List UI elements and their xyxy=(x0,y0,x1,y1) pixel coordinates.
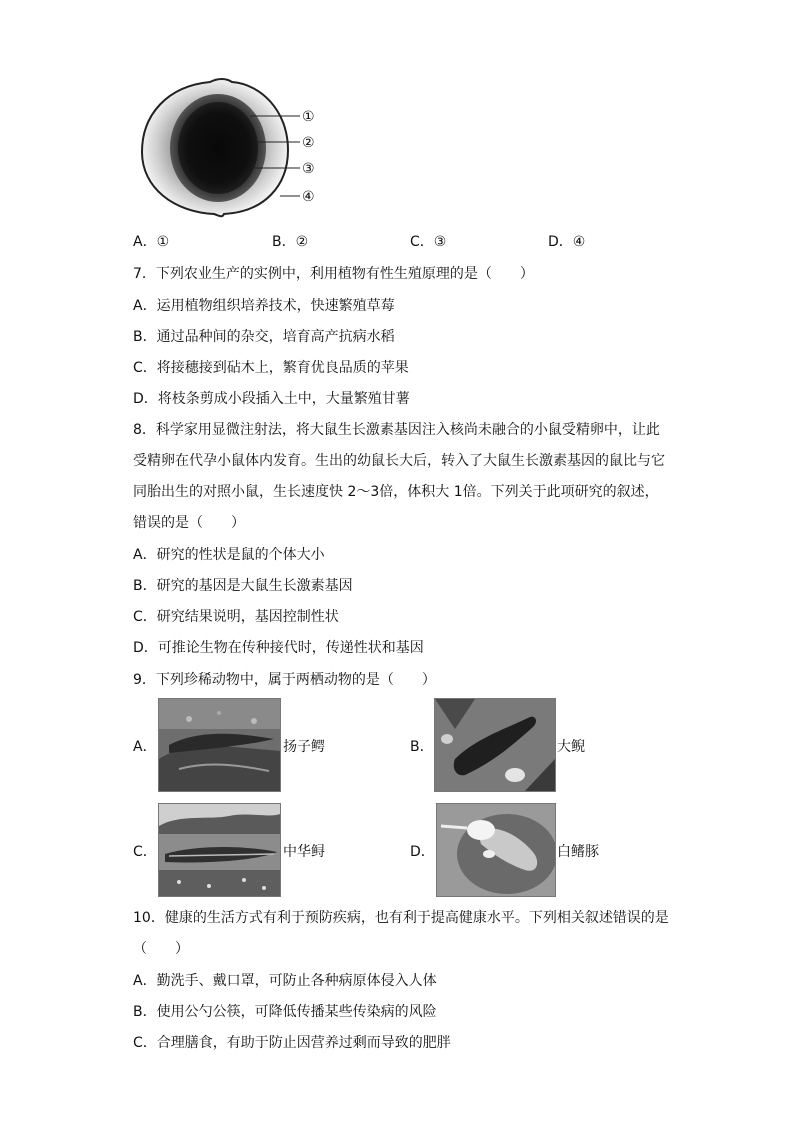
q9-option-c-letter[interactable]: C． xyxy=(133,844,157,860)
figure-label-1: ① xyxy=(302,109,315,125)
q7-stem: 7．下列农业生产的实例中，利用植物有性生殖原理的是（ ） xyxy=(133,266,534,282)
q7-option-a[interactable]: A．运用植物组织培养技术，快速繁殖草莓 xyxy=(133,298,395,314)
q9-option-b-caption: 大鲵 xyxy=(557,739,585,755)
q8-option-c[interactable]: C．研究结果说明，基因控制性状 xyxy=(133,609,339,625)
q8-stem-line-4: 错误的是（ ） xyxy=(133,515,245,531)
q7-option-b[interactable]: B．通过品种间的杂交，培育高产抗病水稻 xyxy=(133,329,395,345)
q8-option-d[interactable]: D．可推论生物在传种接代时，传递性状和基因 xyxy=(133,640,424,656)
figure-label-4: ④ xyxy=(302,189,315,205)
q6-option-b[interactable]: B．② xyxy=(272,234,309,250)
sturgeon-photo xyxy=(158,803,281,897)
q7-option-d[interactable]: D．将枝条剪成小段插入土中，大量繁殖甘薯 xyxy=(133,391,410,407)
q8-option-b[interactable]: B．研究的基因是大鼠生长激素基因 xyxy=(133,578,353,594)
q6-option-c[interactable]: C．③ xyxy=(410,234,447,250)
q9-option-b-letter[interactable]: B． xyxy=(410,739,434,755)
peach-cross-section-figure xyxy=(138,76,328,220)
q10-option-c[interactable]: C．合理膳食，有助于防止因营养过剩而导致的肥胖 xyxy=(133,1035,451,1051)
q9-stem: 9．下列珍稀动物中，属于两栖动物的是（ ） xyxy=(133,672,436,688)
q6-option-a[interactable]: A．① xyxy=(133,234,170,250)
q6-option-d[interactable]: D．④ xyxy=(548,234,586,250)
q10-option-b[interactable]: B．使用公勺公筷，可降低传播某些传染病的风险 xyxy=(133,1004,437,1020)
q9-option-a-caption: 扬子鳄 xyxy=(283,739,325,755)
salamander-photo xyxy=(434,698,556,792)
q10-stem-line-1: 10．健康的生活方式有利于预防疾病，也有利于提高健康水平。下列相关叙述错误的是 xyxy=(133,910,669,926)
q9-option-a-letter[interactable]: A． xyxy=(133,739,157,755)
dolphin-photo xyxy=(436,803,556,897)
q8-stem-line-1: 8．科学家用显微注射法，将大鼠生长激素基因注入核尚未融合的小鼠受精卵中，让此 xyxy=(133,422,660,438)
q10-stem-line-2: （ ） xyxy=(133,941,189,957)
q9-option-d-letter[interactable]: D． xyxy=(410,844,435,860)
q8-option-a[interactable]: A．研究的性状是鼠的个体大小 xyxy=(133,547,325,563)
q10-option-a[interactable]: A．勤洗手、戴口罩，可防止各种病原体侵入人体 xyxy=(133,973,437,989)
q8-stem-line-2: 受精卵在代孕小鼠体内发育。生出的幼鼠长大后，转入了大鼠生长激素基因的鼠比与它 xyxy=(133,453,665,469)
q9-option-d-caption: 白鳍豚 xyxy=(557,844,599,860)
figure-label-2: ② xyxy=(302,135,315,151)
q8-stem-line-3: 同胎出生的对照小鼠，生长速度快 2～3倍，体积大 1倍。下列关于此项研究的叙述， xyxy=(133,484,659,500)
alligator-photo xyxy=(158,698,281,792)
figure-label-3: ③ xyxy=(302,161,315,177)
q9-option-c-caption: 中华鲟 xyxy=(283,844,325,860)
q7-option-c[interactable]: C．将接穗接到砧木上，繁育优良品质的苹果 xyxy=(133,360,409,376)
